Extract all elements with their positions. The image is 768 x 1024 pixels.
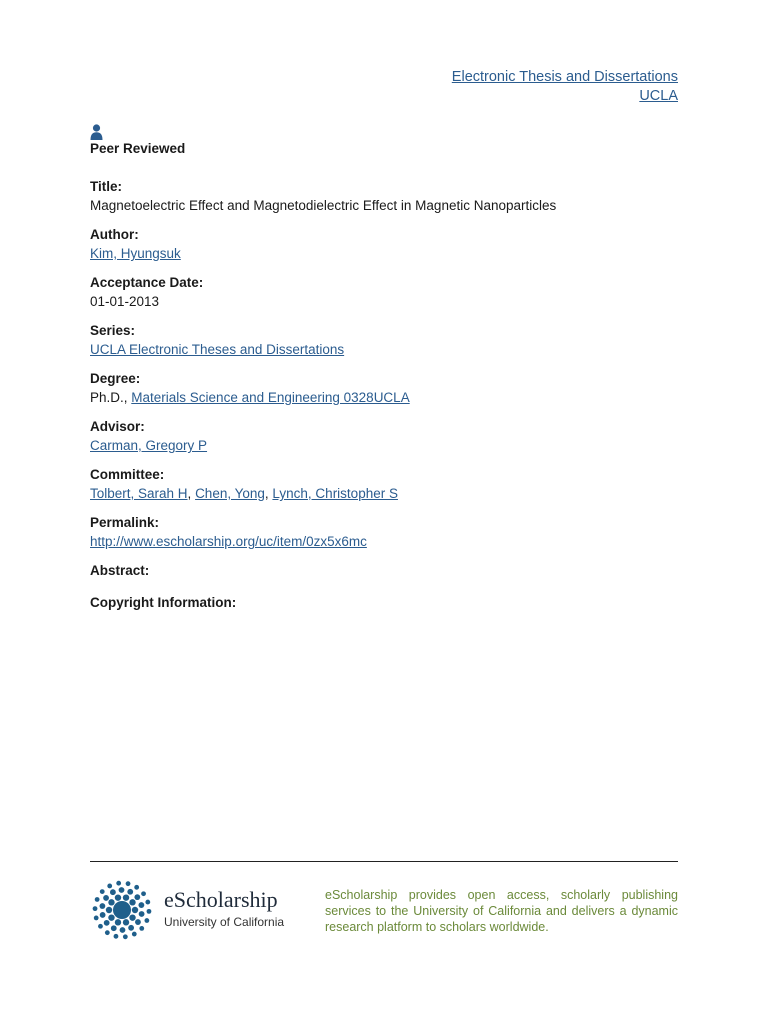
- header-links: [452, 68, 678, 106]
- footer-description: eScholarship provides open access, scholarly publishing services to the University of California and delivers a dynamic research platform to scholars worldwide.: [325, 888, 678, 934]
- committee-member-link[interactable]: Chen, Yong: [195, 486, 265, 501]
- degree-prefix: Ph.D.,: [90, 390, 128, 405]
- degree-field: [90, 370, 680, 406]
- abstract-label: Abstract:: [90, 563, 150, 578]
- author-field: [90, 226, 680, 262]
- advisor-field: [90, 418, 680, 454]
- record-content: [90, 124, 680, 623]
- campus-link[interactable]: UCLA: [639, 88, 678, 104]
- permalink-field: [90, 514, 680, 550]
- permalink-link[interactable]: http://www.escholarship.org/uc/item/0zx5x6mc: [90, 534, 367, 549]
- person-icon: [90, 124, 103, 140]
- author-label: Author:: [90, 227, 139, 242]
- logo-name: eScholarship: [164, 887, 278, 912]
- committee-field: Committee: Tolbert, Sarah H, Chen, Yong, Lynch, Christopher S: [90, 466, 680, 502]
- degree-label: Degree:: [90, 371, 141, 386]
- copyright-field: [90, 594, 680, 611]
- advisor-link[interactable]: Carman, Gregory P: [90, 438, 208, 453]
- series-link[interactable]: Electronic Thesis and Dissertations: [451, 69, 678, 85]
- advisor-label: Advisor:: [90, 419, 145, 434]
- committee-member-link[interactable]: Lynch, Christopher S: [272, 486, 398, 501]
- title-value: Magnetoelectric Effect and Magnetodielectric Effect in Magnetic Nanoparticles: [90, 198, 557, 213]
- author-link[interactable]: Kim, Hyungsuk: [90, 246, 181, 261]
- abstract-field: [90, 562, 680, 579]
- footer-divider: [90, 861, 678, 862]
- acceptance-value: 01-01-2013: [90, 294, 160, 309]
- title-field: [90, 178, 680, 214]
- series-field: [90, 322, 680, 358]
- copyright-label: Copyright Information:: [90, 595, 237, 610]
- acceptance-label: Acceptance Date:: [90, 275, 204, 290]
- title-label: Title:: [90, 179, 123, 194]
- committee-label: Committee:: [90, 467, 165, 482]
- series-value-link[interactable]: UCLA Electronic Theses and Dissertations: [90, 342, 345, 357]
- footer: [90, 878, 678, 948]
- permalink-label: Permalink:: [90, 515, 160, 530]
- series-label: Series:: [90, 323, 136, 338]
- escholarship-logo-icon: [92, 880, 152, 940]
- acceptance-field: [90, 274, 680, 310]
- committee-member-link[interactable]: Tolbert, Sarah H: [90, 486, 188, 501]
- peer-reviewed-label: Peer Reviewed: [90, 141, 186, 156]
- department-link[interactable]: Materials Science and Engineering 0328UCLA: [131, 390, 410, 405]
- logo-subtitle: University of California: [164, 915, 285, 929]
- logo-wordmark: [164, 888, 284, 930]
